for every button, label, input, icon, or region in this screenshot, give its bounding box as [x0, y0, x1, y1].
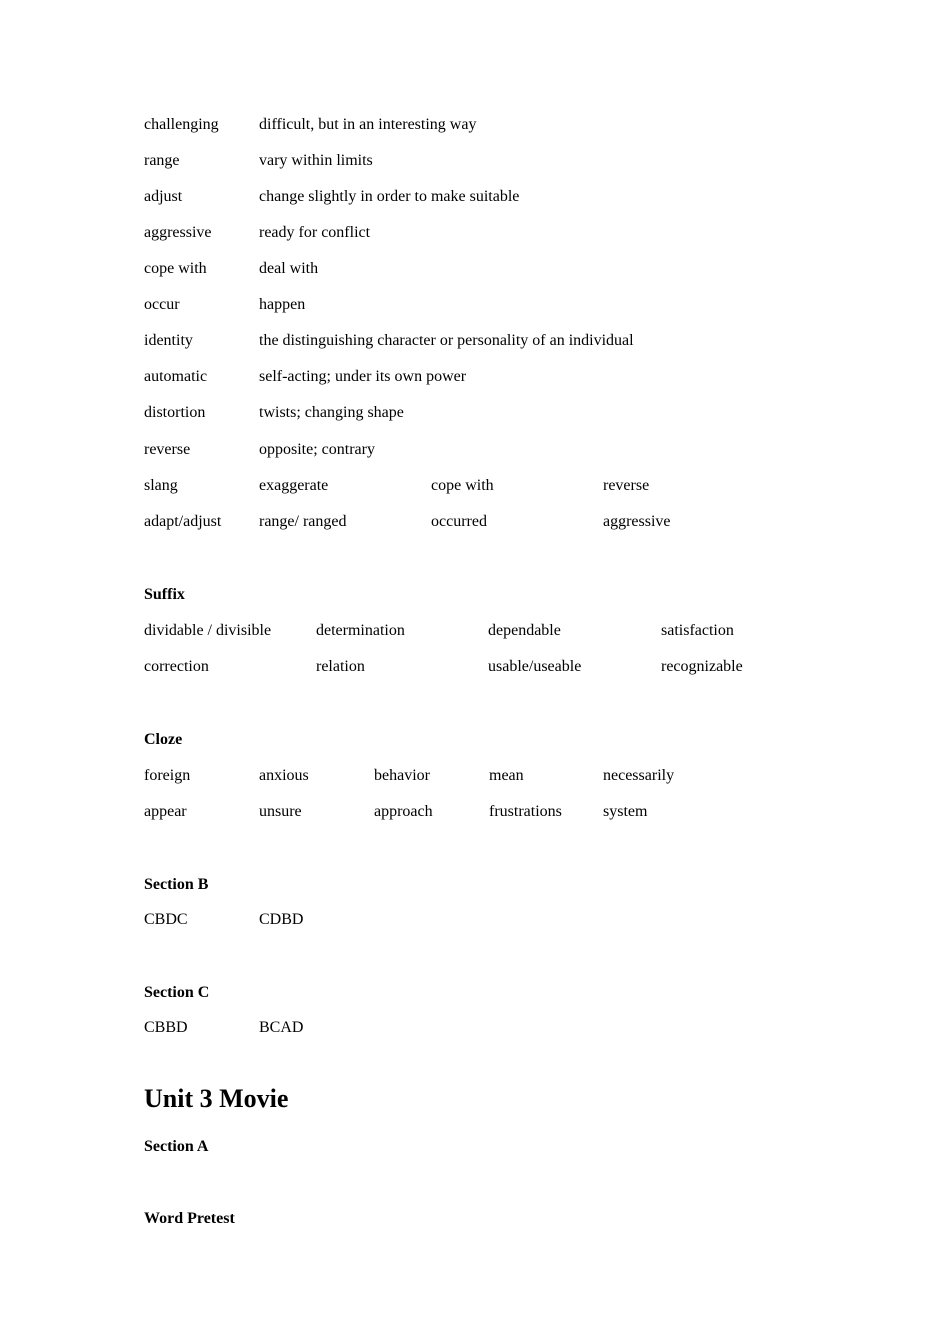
suffix-cell: usable/useable — [488, 658, 582, 675]
answer-cell: occurred — [431, 513, 487, 530]
vocab-definition: deal with — [259, 260, 319, 277]
cloze-cell: anxious — [259, 767, 309, 784]
vocab-definition: vary within limits — [259, 152, 373, 169]
vocab-row — [144, 295, 904, 315]
cloze-cell: foreign — [144, 767, 191, 784]
vocab-definition: twists; changing shape — [259, 404, 404, 421]
suffix-cell: recognizable — [661, 658, 743, 675]
answer-cell: exaggerate — [259, 477, 329, 494]
suffix-cell: dividable / divisible — [144, 622, 272, 639]
vocab-row — [144, 331, 904, 351]
suffix-cell: correction — [144, 658, 209, 675]
suffix-cell: relation — [316, 658, 365, 675]
cloze-row — [144, 766, 904, 786]
answer-cell: slang — [144, 477, 178, 494]
vocab-definition: difficult, but in an interesting way — [259, 116, 477, 133]
vocab-word: challenging — [144, 116, 219, 133]
vocab-definition: ready for conflict — [259, 224, 371, 241]
cloze-cell: unsure — [259, 803, 302, 820]
section-b-answer: CDBD — [259, 911, 304, 928]
section-b-row — [144, 910, 904, 930]
answer-cell: reverse — [603, 477, 650, 494]
vocab-row — [144, 259, 904, 279]
vocab-definition: happen — [259, 296, 306, 313]
cloze-cell: system — [603, 803, 648, 820]
vocab-definition: opposite; contrary — [259, 441, 375, 458]
answer-cell: adapt/adjust — [144, 513, 222, 530]
suffix-cell: determination — [316, 622, 405, 639]
cloze-cell: appear — [144, 803, 187, 820]
cloze-row — [144, 802, 904, 822]
answer-cell: cope with — [431, 477, 494, 494]
answers-row — [144, 476, 904, 496]
suffix-heading: Suffix — [144, 586, 185, 603]
section-c-heading: Section C — [144, 984, 210, 1001]
vocab-word: identity — [144, 332, 193, 349]
section-b-heading: Section B — [144, 876, 209, 893]
cloze-cell: frustrations — [489, 803, 562, 820]
answer-cell: aggressive — [603, 513, 671, 530]
vocab-word: reverse — [144, 441, 191, 458]
answer-cell: range/ ranged — [259, 513, 347, 530]
unit-title: Unit 3 Movie — [144, 1084, 289, 1113]
vocab-definition: change slightly in order to make suitable — [259, 188, 520, 205]
vocab-word: cope with — [144, 260, 207, 277]
suffix-cell: satisfaction — [661, 622, 734, 639]
section-c-answer: CBBD — [144, 1019, 188, 1036]
suffix-cell: dependable — [488, 622, 561, 639]
vocab-row — [144, 223, 904, 243]
vocab-definition: self-acting; under its own power — [259, 368, 467, 385]
vocab-definition: the distinguishing character or personality of an individual — [259, 332, 634, 349]
vocab-row — [144, 115, 904, 135]
vocab-word: distortion — [144, 404, 206, 421]
section-c-answer: BCAD — [259, 1019, 304, 1036]
section-b-answer: CBDC — [144, 911, 188, 928]
vocab-row — [144, 187, 904, 207]
suffix-row — [144, 621, 904, 641]
vocab-row — [144, 367, 904, 387]
cloze-cell: mean — [489, 767, 524, 784]
word-pretest-heading: Word Pretest — [144, 1210, 235, 1227]
vocab-word: range — [144, 152, 180, 169]
section-c-row — [144, 1018, 904, 1038]
vocab-row — [144, 440, 904, 460]
vocab-word: occur — [144, 296, 180, 313]
cloze-cell: behavior — [374, 767, 430, 784]
vocab-word: automatic — [144, 368, 208, 385]
vocab-row — [144, 403, 904, 423]
section-a-heading: Section A — [144, 1138, 209, 1155]
vocab-word: adjust — [144, 188, 183, 205]
vocab-word: aggressive — [144, 224, 212, 241]
cloze-cell: approach — [374, 803, 433, 820]
cloze-cell: necessarily — [603, 767, 675, 784]
cloze-heading: Cloze — [144, 731, 183, 748]
answers-row — [144, 512, 904, 532]
vocab-row — [144, 151, 904, 171]
suffix-row — [144, 657, 904, 677]
